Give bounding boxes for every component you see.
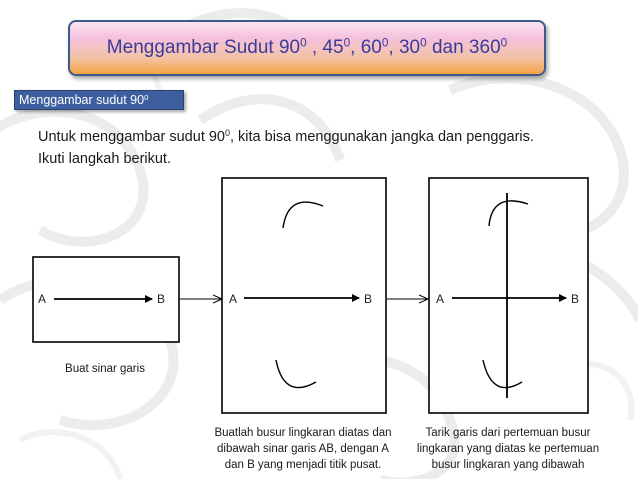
degree-sup: 0 [144, 92, 149, 102]
step1-label-a: A [38, 292, 47, 306]
degree-sup: 0 [420, 36, 427, 50]
intro-text: , kita bisa menggunakan jangka dan penggaris. [230, 129, 534, 145]
caption-line: Tarik garis dari pertemuan busur [425, 427, 591, 439]
caption-line: Buatlah busur lingkaran diatas dan [214, 427, 392, 439]
title-text-45: , 45 [306, 37, 344, 58]
step3-label-a: A [436, 292, 445, 306]
step2-caption [196, 425, 410, 473]
degree-sup: 0 [343, 36, 351, 50]
step2-frame [222, 178, 386, 413]
degree-sup: 0 [500, 36, 508, 50]
caption-line: dan B yang menjadi titik pusat. [224, 459, 382, 471]
step2-label-b: B [364, 292, 373, 306]
title-text-90: Menggambar Sudut 90 [106, 37, 301, 58]
title-text-30: , 30 [388, 37, 421, 58]
intro-text: Untuk menggambar sudut 90 [38, 129, 225, 145]
title-text-360: dan 360 [426, 37, 501, 58]
degree-sup: 0 [381, 36, 389, 50]
caption-line: dibawah sinar garis AB, dengan A [217, 443, 389, 455]
intro-line-2: Ikuti langkah berikut. [38, 151, 171, 167]
caption-line: busur lingkaran yang dibawah [431, 459, 585, 471]
step3-label-b: B [571, 292, 580, 306]
step1-caption: Buat sinar garis [65, 363, 145, 375]
step3-frame [429, 178, 588, 413]
step1-label-b: B [157, 292, 166, 306]
step2-label-a: A [229, 292, 238, 306]
title-text-60: , 60 [350, 37, 382, 58]
step3-caption [404, 425, 612, 473]
degree-sup: 0 [225, 128, 230, 139]
subtitle-text: Menggambar sudut 90 [19, 93, 145, 107]
degree-sup: 0 [300, 36, 307, 50]
caption-line: lingkaran yang diatas ke pertemuan [416, 443, 600, 455]
